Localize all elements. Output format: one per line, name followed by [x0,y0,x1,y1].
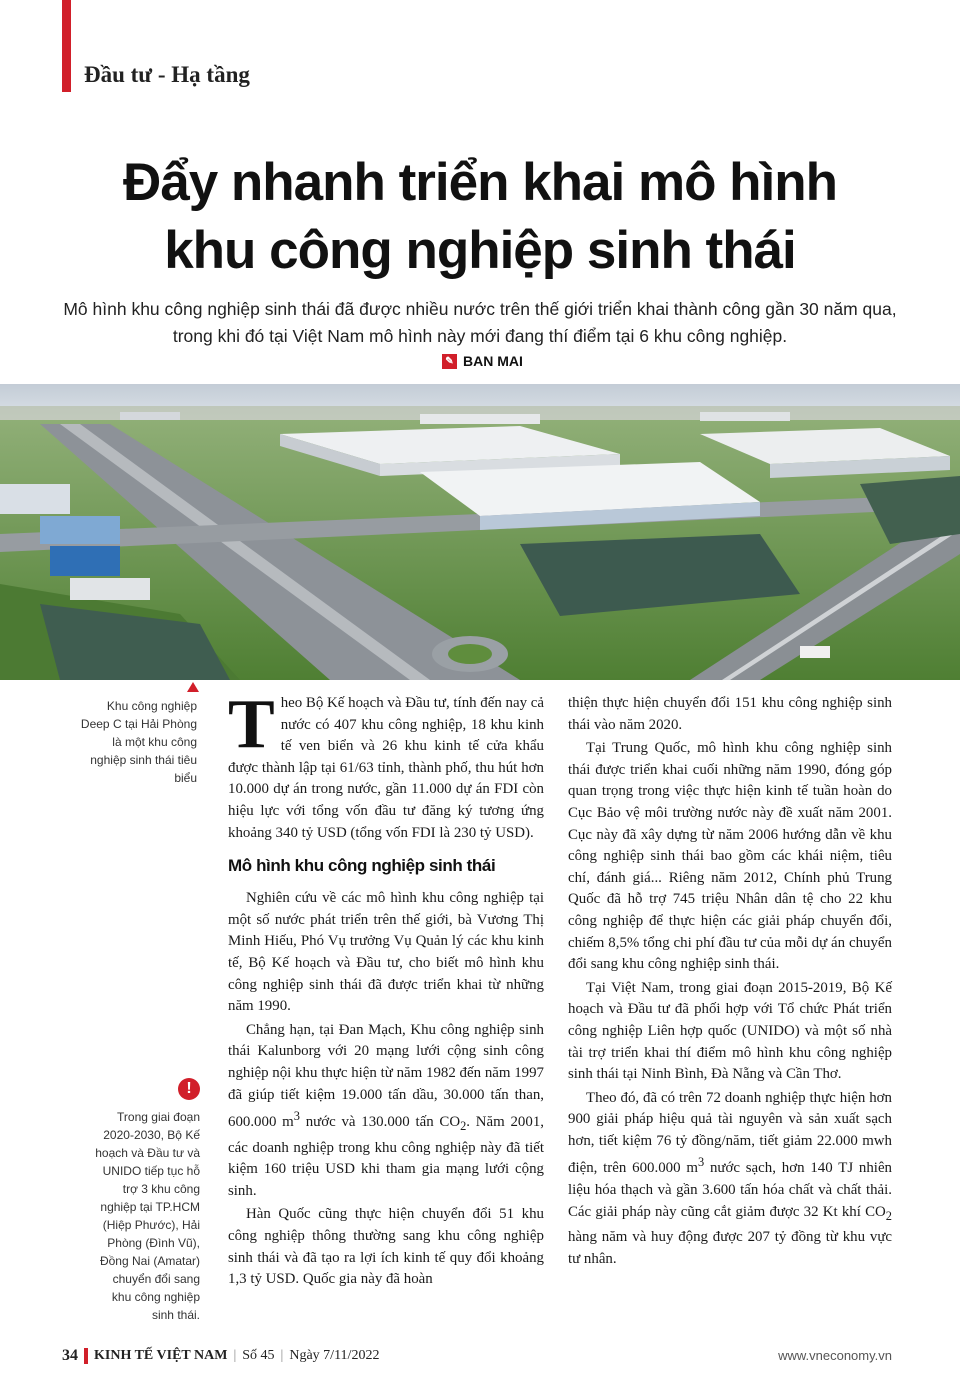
page-number: 34 [62,1347,78,1364]
subscript: 2 [460,1119,467,1134]
subscript: 2 [885,1208,892,1223]
page-footer [62,1347,379,1365]
issue-number: Số 45 [242,1348,275,1363]
byline [442,353,523,369]
paragraph-2: Nghiên cứu về các mô hình khu công nghiệp tại một số nước phát triển trên thế giới, bà Vương Thị Minh Hiếu, Phó Vụ trưởng Vụ Quản lý các khu kinh tế, Bộ Kế hoạch và Đầu tư, cho biết mô hình khu công nghiệp sinh thái đã được triển khai từ những năm 1990. [228,890,544,1015]
article-title-line-2: khu công nghiệp sinh thái [164,221,796,280]
author-name: BAN MAI [463,353,523,369]
paragraph-8-text-c: hàng năm và huy động được 207 tỷ đồng từ khu vực tư nhân. [568,1229,892,1267]
article-column-2 [568,693,892,1272]
section-accent-bar [62,0,71,92]
side-note: Trong giai đoạn 2020-2030, Bộ Kế hoạch và Đầu tư và UNIDO tiếp tục hỗ trợ 3 khu công nghiệp tại TP.HCM (Hiệp Phước), Hải Phòng (Đình Vũ), Đồng Nai (Amatar) chuyển đổi sang khu công nghiệp sinh thái. [95,1110,200,1322]
drop-cap: T [228,686,275,763]
paragraph-1-text: heo Bộ Kế hoạch và Đầu tư, tính đến nay cả nước có 407 khu công nghiệp, 18 khu kinh tế ven biển và 26 khu kinh tế cửa khẩu được thành lập tại 61/63 tỉnh, thành phố, thu hút hơn 10.000 dự án trong nước, gần 11.000 dự án FDI còn hiệu lực với tổng vốn đầu tư đăng ký tương ứng khoảng 340 tỷ USD (tổng vốn FDI là 230 tỷ USD). [228,695,544,841]
magazine-name: KINH TẾ VIỆT NAM [94,1348,228,1363]
paragraph-6: Tại Trung Quốc, mô hình khu công nghiệp sinh thái được triển khai cuối những năm 1990, đóng góp quan trọng trong việc thực hiện kinh tế tuần hoàn do Cục Bảo vệ môi trường nước này đề xuất năm 2001. Cục này đã xây dựng từ năm 2006 hướng dẫn về khu công nghiệp sinh thái bao gồm các khái niệm, tiêu chí, đánh giá... Riêng năm 2012, Chính phủ Trung Quốc đã hỗ trợ 745 triệu Nhân dân tệ cho 22 khu công nghiệp để thực hiện các giải pháp chuyển đổi, chiếm 8,5% tổng chi phí đầu tư của mỗi dự án chuyển đổi sang khu công nghiệp sinh thái. [568,740,892,973]
paragraph-1 [228,686,544,844]
pen-icon: ✎ [442,354,457,369]
paragraph-8-text-a: Theo đó, đã có trên 72 doanh nghiệp thực hiện hơn 900 giải pháp hiệu quả tài nguyên và sản xuất sạch hơn, tiết kiệm 76 tỷ đồng/năm, tiết giảm 22.000 mwh điện, trên 600.000 m [568,1089,892,1177]
paragraph-8-text-b: nước sạch, hơn 140 TJ nhiên liệu hóa thạch và gần 3.600 tấn hóa chất và chất thải. Các giải pháp này cũng cắt giảm được 32 Kt khí CO [568,1160,893,1220]
lead-line-1: Mô hình khu công nghiệp sinh thái đã được nhiều nước trên thế giới triển khai thành công gần 30 năm qua, [63,299,897,319]
website-link[interactable]: www.vneconomy.vn [778,1348,892,1363]
section-label: Đầu tư - Hạ tầng [84,62,250,87]
caption-marker-icon [187,682,199,692]
lead-line-2: trong khi đó tại Việt Nam mô hình này mới đang thí điểm tại 6 khu công nghiệp. [172,326,788,346]
article-title-line-1: Đẩy nhanh triển khai mô hình [122,153,838,212]
superscript: 3 [293,1109,300,1124]
issue-date: Ngày 7/11/2022 [289,1348,380,1363]
article-column-1 [228,686,544,1293]
paragraph-3-text-c: . Năm 2001, các doanh nghiệp trong khu công nghiệp này đã tiết kiệm 160 triệu USD khi tham gia mạng lưới cộng sinh. [228,1114,544,1199]
footer-separator: | [280,1348,284,1363]
paragraph-3 [228,1020,544,1203]
paragraph-7: Tại Việt Nam, trong giai đoạn 2015-2019, Bộ Kế hoạch và Đầu tư đã phối hợp với Tổ chức Phát triển công nghiệp Liên hợp quốc (UNIDO) và một số nhà tài trợ triển khai thí điểm mô hình khu công nghiệp sinh thái tại Ninh Bình, Đà Nẵng và Cần Thơ. [568,979,892,1083]
paragraph-4: Hàn Quốc cũng thực hiện chuyển đổi 51 khu công nghiệp thông thường sang khu công nghiệp sinh thái và đã tạo ra lợi ích kinh tế quy đổi khoảng 1,3 tỷ USD. Quốc gia này đã hoàn [228,1206,544,1288]
footer-accent-bar [84,1348,88,1364]
photo-caption: Khu công nghiệp Deep C tại Hải Phòng là một khu công nghiệp sinh thái tiêu biểu [80,699,197,785]
paragraph-3-text-b: nước và 130.000 tấn CO [299,1114,461,1131]
paragraph-3-text-a: Chẳng hạn, tại Đan Mạch, Khu công nghiệp sinh thái Kalunborg với 20 mạng lưới cộng sinh công nghiệp nội khu thực hiện từ năm 1982 đến năm 1997 đã giúp tiết kiệm 19.000 tấn dầu, 30.000 tấn than, 600.000 m [228,1021,544,1131]
paragraph-5: thiện thực hiện chuyển đổi 151 khu công nghiệp sinh thái vào năm 2020. [568,695,892,733]
exclamation-icon: ! [178,1078,200,1100]
footer-separator: | [233,1348,237,1363]
subheading: Mô hình khu công nghiệp sinh thái [228,856,496,876]
superscript: 3 [697,1155,705,1170]
aerial-photo-industrial-park [0,384,960,680]
paragraph-8 [568,1088,892,1271]
